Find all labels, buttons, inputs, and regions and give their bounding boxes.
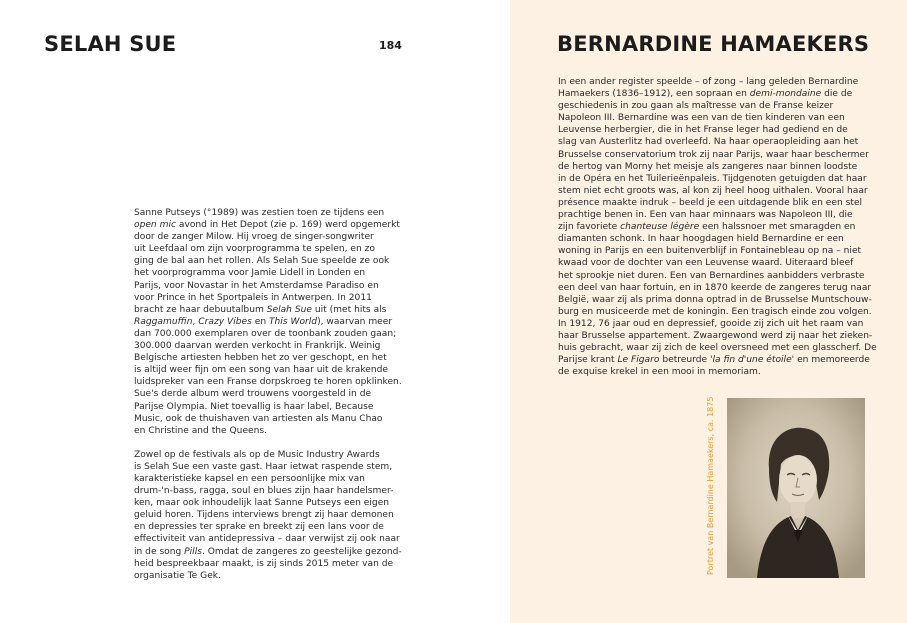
text-line	[134, 243, 402, 255]
text-segment: drum-'n-bass, ragga, soul en blues zijn haar handelsmer-	[134, 486, 394, 497]
text-segment: prachtige benen in. Een van haar minnaars was Napoleon III, die	[558, 210, 853, 221]
text-segment: Zowel op de festivals als op de Music Industry Awards	[134, 449, 380, 460]
paragraph	[134, 449, 402, 582]
text-segment: uit (met hits als	[311, 304, 387, 315]
text-line	[558, 282, 872, 294]
italic-text: Crazy Vibes	[198, 316, 252, 327]
text-line	[558, 221, 863, 233]
text-segment: Leuvense herbergier, die in het Franse leger had gediend en de	[558, 125, 848, 136]
text-segment: . Omdat de zangeres zo geestelijke gezond-	[201, 546, 402, 557]
text-segment: en memoreerde	[794, 355, 870, 366]
text-line	[558, 233, 863, 245]
text-line	[134, 473, 402, 485]
text-line	[558, 354, 870, 366]
text-line	[558, 257, 863, 269]
text-segment: stem niet echt groots was, al kon zij heel hoog uithalen. Vooral haar	[558, 185, 868, 196]
text-segment: haar Brusselse appartement. Zwaargewond werd zij naar het zieken-	[558, 330, 873, 341]
text-segment: een deel van haar fortuin, en in 1870 keerde de zangeres terug naar	[558, 282, 872, 293]
text-line	[558, 161, 863, 173]
text-segment: 300.000 daarvan werden verkocht in Frankrijk. Weinig	[134, 341, 381, 352]
text-segment: ), waarvan meer	[317, 316, 393, 327]
text-segment: geluid horen. Tijdens interviews brengt zij haar demonen	[134, 510, 394, 521]
text-line	[558, 197, 863, 209]
text-segment: karakteristieke kapsel en een persoonlijke mix van	[134, 473, 365, 484]
right-page-heading: BERNARDINE HAMAEKERS	[557, 32, 870, 56]
text-line	[558, 245, 863, 257]
text-line	[558, 366, 863, 378]
text-segment: huis gebracht, waar zij zich de keel oversneed met een glasscherf. De	[558, 343, 877, 354]
italic-text: This World	[268, 316, 318, 327]
paragraph	[558, 76, 877, 378]
text-line	[134, 533, 402, 545]
text-segment: is Selah Sue een vaste gast. Haar ietwat raspende stem,	[134, 461, 393, 472]
text-segment: betreurde	[659, 355, 710, 366]
text-segment: Parijse Olympia. Niet toevallig is haar label, Because	[134, 401, 374, 412]
photo-caption: Portret van Bernardine Hamaekers, ca. 1875	[706, 396, 715, 575]
paragraph-gap	[134, 437, 402, 449]
text-segment: voor Prince in het Sportpaleis in Antwerpen. In 2011	[134, 292, 372, 303]
text-line	[558, 209, 863, 221]
text-line	[134, 461, 402, 473]
text-line	[558, 306, 872, 318]
text-segment: avond in Het Depot (zie p. 169) werd opgemerkt	[175, 220, 400, 231]
text-segment: slag van Austerlitz had overleefd. Na haar operaopleiding aan het	[558, 137, 859, 148]
text-line	[134, 267, 402, 279]
text-segment: door de zanger Milow. Hij vroeg de singer-songwriter	[134, 232, 374, 243]
text-line	[134, 255, 402, 267]
text-segment: het voorprogramma voor Jamie Lidell in Londen en	[134, 268, 366, 279]
text-line	[134, 304, 402, 316]
text-segment: en depressies ter sprake en breekt zij een lans voor de	[134, 522, 384, 533]
italic-text: Raggamuffin	[134, 316, 193, 327]
text-segment: Brusselse conservatorium trok zij naar Parijs, waar haar beschermer	[558, 149, 869, 160]
text-line	[134, 413, 402, 425]
text-segment: en	[251, 316, 269, 327]
text-segment: België, waar zij als prima donna optrad in de Brusselse Muntschouw-	[558, 294, 872, 305]
text-line	[134, 546, 402, 558]
text-segment: In een ander register speelde – of zong – lang geleden Bernardine	[558, 77, 859, 87]
text-line	[134, 485, 402, 497]
text-segment: Belgische artiesten hebben het zo ver geschopt, en het	[134, 353, 387, 364]
italic-text: chanteuse légère	[620, 222, 700, 233]
text-segment: organisatie Te Gek.	[134, 570, 221, 581]
text-segment: woning in Parijs en een buitenverblijf in Fontainebleau op na – niet	[558, 246, 862, 257]
text-segment: die de	[821, 89, 853, 100]
text-line	[134, 207, 402, 219]
text-segment: ,	[192, 316, 199, 327]
text-line	[558, 76, 863, 88]
left-body-text	[134, 207, 402, 582]
text-line	[134, 388, 402, 400]
text-segment: Parijs, voor Novastar in het Amsterdamse Paradiso en	[134, 280, 379, 291]
text-line	[558, 342, 877, 354]
text-line	[134, 425, 402, 437]
text-segment: een halssnoer met smaragden en	[699, 222, 856, 233]
text-segment: uit Leefdaal om zijn voorprogramma te spelen, en zo	[134, 244, 375, 255]
text-line	[558, 270, 863, 282]
text-segment: de hertog van Morny het meisje als zangeres naar binnen loodste	[558, 161, 858, 172]
text-segment: zijn favoriete	[558, 222, 621, 233]
text-segment: ging de bal aan het rollen. Als Selah Sue speelde ze ook	[134, 256, 390, 267]
text-line	[134, 509, 402, 521]
text-segment: is altijd weer fijn om een song van haar uit de krakende	[134, 365, 388, 376]
text-segment: bracht ze haar debuutalbum	[134, 304, 267, 315]
text-line	[134, 570, 402, 582]
italic-text: 'la fin d'une étoile'	[710, 355, 795, 366]
text-line	[134, 364, 402, 376]
text-segment: effectiviteit van antidepressiva – daar verwijst zij ook naar	[134, 534, 400, 545]
right-body-text	[558, 76, 877, 378]
text-segment: ken, maar ook inhoudelijk laat Sanne Putseys een eigen	[134, 498, 390, 509]
page-number: 184	[379, 39, 402, 52]
text-line	[558, 136, 863, 148]
text-segment: de exquise krekel in een mooi in memoriam.	[558, 367, 761, 378]
text-line	[558, 100, 863, 112]
italic-text: Le Figaro	[617, 355, 660, 366]
text-segment: dan 700.000 exemplaren over de toonbank zouden gaan;	[134, 328, 397, 339]
text-line	[558, 149, 869, 161]
text-line	[134, 340, 402, 352]
text-segment: luidspreker van een Franse dorpskroeg te horen opklinken.	[134, 377, 402, 388]
italic-text: Selah Sue	[266, 304, 312, 315]
text-segment: diamanten schonk. In haar hoogdagen hield Bernardine er een	[558, 234, 844, 245]
text-line	[558, 112, 863, 124]
text-segment: Parijse krant	[558, 355, 618, 366]
text-segment: het sprookje niet duren. Een van Bernardines aanbidders verbraste	[558, 270, 865, 281]
text-segment: en Christine and the Queens.	[134, 425, 268, 436]
text-line	[558, 173, 867, 185]
text-line	[134, 292, 402, 304]
text-segment: in de song	[134, 546, 185, 557]
text-segment: Sue's derde album werd trouwens voorgesteld in de	[134, 389, 372, 400]
text-segment: Napoleon III. Bernardine was een van de tien kinderen van een	[558, 113, 845, 124]
text-segment: présence maakte indruk – beeld je een uitdagende blik en een stel	[558, 197, 863, 208]
text-line	[134, 497, 402, 509]
text-line	[134, 401, 402, 413]
text-line	[558, 185, 868, 197]
text-segment: Sanne Putseys (°1989) was zestien toen ze tijdens een	[134, 208, 385, 218]
text-line	[134, 219, 402, 231]
text-line	[134, 376, 402, 388]
portrait-image	[727, 398, 865, 578]
text-line	[558, 88, 863, 100]
text-line	[134, 449, 402, 461]
text-line	[134, 521, 402, 533]
text-segment: Hamaekers (1836–1912), een sopraan en	[558, 89, 750, 100]
left-page-heading: SELAH SUE	[44, 32, 177, 56]
text-line	[134, 280, 402, 292]
text-segment: geschiedenis in zou gaan als maîtresse van de Franse keizer	[558, 101, 834, 112]
text-line	[134, 558, 402, 570]
text-line	[558, 330, 873, 342]
text-line	[134, 316, 402, 328]
text-line	[558, 294, 872, 306]
text-line	[134, 231, 402, 243]
text-segment: kwaad voor de dochter van een Leuvense waard. Uiteraard bleef	[558, 258, 854, 269]
paragraph	[134, 207, 402, 437]
text-line	[558, 124, 863, 136]
italic-text: open mic	[134, 220, 176, 231]
text-line	[134, 352, 402, 364]
text-segment: heid bespreekbaar maakt, is zij sinds 2015 meter van de	[134, 558, 394, 569]
text-segment: Music, ook de thuishaven van artiesten als Manu Chao	[134, 413, 383, 424]
italic-text: demi-mondaine	[749, 89, 822, 100]
text-segment: in de Opéra en het Tuilerieënpaleis. Tijdgenoten getuigden dat haar	[558, 173, 867, 184]
text-line	[134, 328, 402, 340]
text-line	[558, 318, 863, 330]
portrait-photo	[727, 398, 865, 578]
text-segment: In 1912, 76 jaar oud en depressief, gooide zij zich uit het raam van	[558, 318, 864, 329]
text-segment: burg en musiceerde met de koningin. Een tragisch einde zou volgen.	[558, 306, 872, 317]
italic-text: Pills	[184, 546, 202, 557]
